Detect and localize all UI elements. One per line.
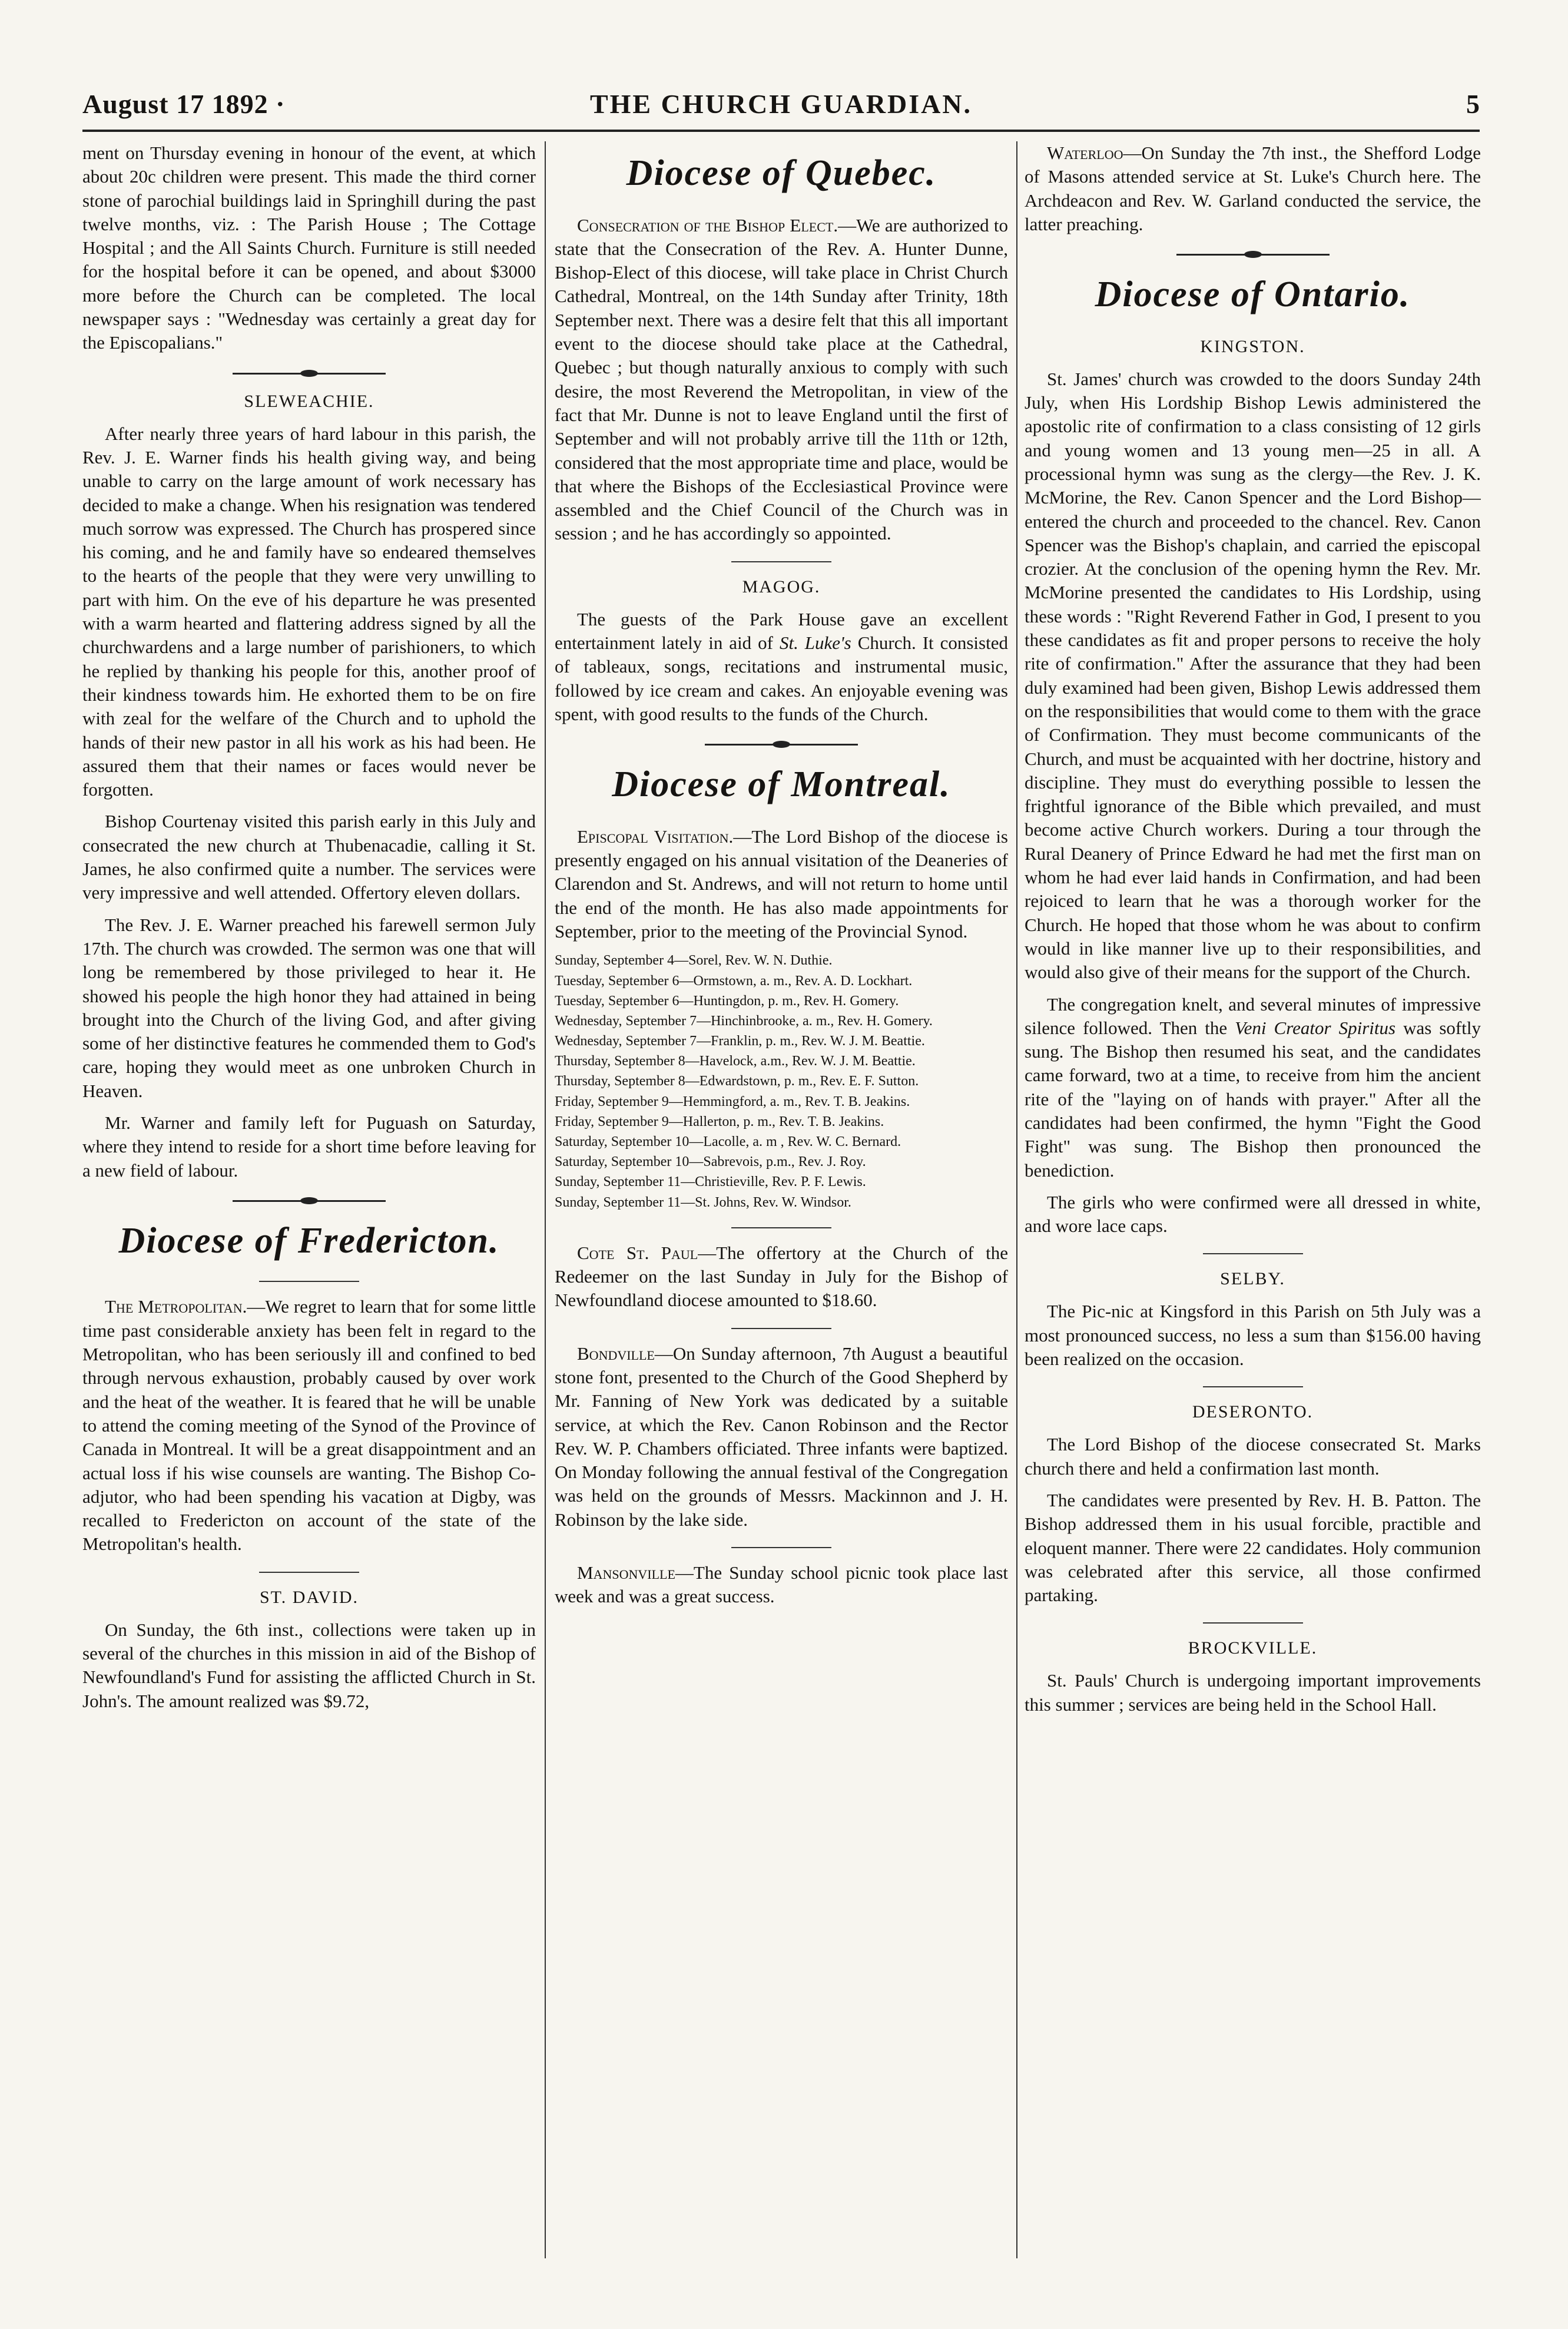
article-paragraph [1025,141,1481,236]
article-paragraph [555,1561,1008,1609]
schedule-item: Sunday, September 11—Christieville, Rev. P. F. Lewis. [555,1174,866,1190]
schedule-item: Wednesday, September 7—Franklin, p. m., Rev. W. J. M. Beattie. [555,1033,925,1049]
article-paragraph: The candidates were presented by Rev. H. B. Patton. The Bishop addressed them in his usual forcible, practible and eloquent manner. There were 22 candidates. Holy communion was celebrated after this service, all those confirmed partaking. [1025,1489,1481,1606]
schedule-item: Saturday, September 10—Sabrevois, p.m., Rev. J. Roy. [555,1154,866,1170]
schedule-item: Sunday, September 4—Sorel, Rev. W. N. Duthie. [555,953,833,969]
section-heading: SELBY. [1220,1269,1285,1289]
article-paragraph [555,214,1008,546]
article-paragraph: On Sunday, the 6th inst., collections were taken up in several of the churches in this mission in aid of the Bishop of Newfoundland's Fund for assisting the afflicted Church in St. John's. The amount realized was $9.72, [82,1619,536,1711]
schedule-item: Thursday, September 8—Havelock, a.m., Rev. W. J. M. Beattie. [555,1053,916,1069]
paragraph-body: —We are authorized to state that the Consecration of the Rev. A. Hunter Dunne, Bishop-Elect of this diocese, will take place in Christ Church Cathedral, Montreal, on the 14th Sunday after Trinity, 18th September next. There was a desire felt that this all important event to the diocese should take place at the Cathedral, Quebec ; but though naturally anxious to comply with such desire, the most Reverend the Metropolitan, in view of the fact that Mr. Dunne is not to leave England until the first of September and will not probably arrive till the 11th or 12th, considered that the most appropriate time and place, would be that where the Bishops of the Ecclesiastical Province were assembled and the Chief Council of the Church was in session ; and he has accordingly so appointed. [555,214,1008,544]
section-heading: KINGSTON. [1200,336,1305,356]
newspaper-title: THE CHURCH GUARDIAN. [589,89,973,119]
paragraph-body: —The Lord Bishop of the diocese is presently engaged on his annual visitation of the Deaneries of Clarendon and St. Andrews, and will not return to home until the end of the month. He has also made appointments for September, prior to the meeting of the Provincial Synod. [555,826,1008,942]
short-rule [731,1328,831,1329]
article-paragraph [555,1241,1008,1313]
paragraph-body: —On Sunday afternoon, 7th August a beautiful stone font, presented to the Church of the Good Shepherd by Mr. Fanning of New York was dedicated by a suitable service, at which the Rev. Canon Robinson and the Rector Rev. W. P. Chambers officiated. Three infants were baptized. On Monday following the annual festival of the Congregation was held on the grounds of Messrs. Mackinnon and J. H. Robinson by the lake side. [555,1343,1008,1530]
paragraph-lead: The Metropolitan. [105,1296,247,1317]
column-rule [1016,141,1017,2258]
column-3 [1025,141,1481,2258]
paragraph-body: —On Sunday the 7th inst., the Shefford Lodge of Masons attended service at St. Luke's Church here. The Archdeacon and Rev. W. Garland conducted the service, the latter preaching. [1025,143,1481,234]
article-paragraph: The Lord Bishop of the diocese consecrated St. Marks church there and held a confirmation last month. [1025,1434,1481,1479]
article-paragraph: The Rev. J. E. Warner preached his farewell sermon July 17th. The church was crowded. The sermon was one that will long be remembered by those privileged to hear it. He showed his people the high honor they had attained in being brought into the Church of the living God, and after giving some of her distinctive features he commended them to God's care, hoping they would meet as one unbroken Church in Heaven. [82,914,536,1101]
schedule-item: Wednesday, September 7—Hinchinbrooke, a. m., Rev. H. Gomery. [555,1013,933,1029]
short-rule [1203,1386,1303,1387]
paragraph-body: —The Sunday school picnic took place last week and was a great success. [555,1562,1008,1607]
section-heading: BROCKVILLE. [1188,1638,1318,1658]
page-number: 5 [1466,89,1480,119]
article-paragraph [555,608,1008,726]
paragraph-lead: Waterloo [1047,143,1123,163]
section-divider [1176,254,1330,256]
issue-date: August 17 1892 · [82,89,286,119]
article-paragraph [82,1295,536,1556]
article-paragraph: St. James' church was crowded to the doors Sunday 24th July, when His Lordship Bishop Lewis administered the apostolic rite of confirmation to a class consisting of 12 girls and young women and 13 young men—25 in all. A processional hymn was sung as the clergy—the Rev. J. K. McMorine, the Rev. Canon Spencer and the Lord Bishop—entered the church and proceeded to the chancel. Rev. Canon Spencer was the Bishop's chaplain, and carried the episcopal crozier. At the conclusion of the opening hymn the Rev. Mr. McMorine presented the candidates to His Lordship, using these words : "Right Reverend Father in God, I present to you these candidates as fit and proper persons to receive the holy rite of confirmation." After the assurance that they had been duly examined had been given, Bishop Lewis addressed them on the responsibilities that would come to them with the grace of Confirmation. They must become communicants of the Church, and must be acquainted with her doctrine, history and discipline. They must do everything possible to lessen the frightful ignorance of the Bible which prevailed, and must become active Church workers. During a tour through the Rural Deanery of Prince Edward he had met the first man on whom he had ever laid hands in Confirmation, and had been rejoiced to learn that he was a thorough worker for the Church. He hoped that those whom he was about to confirm would in like manner live up to their responsibilities, and would also give of their means for the support of the Church. [1025,368,1481,983]
section-heading: SLEWEACHIE. [244,391,374,411]
article-paragraph: After nearly three years of hard labour in this parish, the Rev. J. E. Warner finds his health giving way, and being unable to carry on the large amount of work necessary has decided to make a change. When his resignation was tendered much sorrow was expressed. The Church has prospered since his coming, and he and family have so endeared themselves to the hearts of the people that they were very unwilling to part with him. On the eve of his departure he was presented with a warm hearted and flattering address signed by all the churchwardens and a large number of parishioners, to which he replied by thanking his people for this, another proof of their kindness towards him. He exhorted them to be on fire with zeal for the welfare of the Church and to uphold the hands of their new pastor in all his work as his had been. He assured them that their names or faces would never be forgotten. [82,423,536,800]
schedule-item: Tuesday, September 6—Ormstown, a. m., Rev. A. D. Lockhart. [555,973,913,989]
paragraph-lead: Bondville [577,1343,655,1364]
article-paragraph: ment on Thursday evening in honour of the event, at which about 20c children were present. This made the third corner stone of parochial buildings laid in Springhill during the past twelve months, viz. : The Parish House ; The Cottage Hospital ; and the All Saints Church. Furniture is still needed for the hospital before it can be opened, and about $3000 more before the Church can be completed. The local newspaper says : "Wednesday was certainly a great day for the Episcopalians." [82,143,536,353]
schedule-item: Sunday, September 11—St. Johns, Rev. W. Windsor. [555,1194,851,1210]
paragraph-lead: Cote St. Paul [577,1242,698,1263]
section-divider [705,744,858,746]
short-rule [1203,1622,1303,1624]
section-divider [233,373,386,375]
schedule-item: Friday, September 9—Hemmingford, a. m., Rev. T. B. Jeakins. [555,1094,910,1109]
section-divider [233,1200,386,1202]
paragraph-body: —The offertory at the Church of the Redeemer on the last Sunday in July for the Bishop of Newfoundland diocese amounted to $18.60. [555,1242,1008,1311]
short-rule [1203,1253,1303,1254]
short-rule [731,1547,831,1548]
short-rule [731,561,831,562]
paragraph-body: The guests of the Park House gave an excellent entertainment lately in aid of [555,608,1008,654]
paragraph-body: —We regret to learn that for some little time past considerable anxiety has been felt in regard to the Metropolitan, who has been seriously ill and confined to bed through nervous exhaustion, probably caused by over work and the heat of the weather. It is feared that he will be unable to attend the coming meeting of the Synod of the Province of Canada in Montreal. It will be a great disappointment and an actual loss if his wise counsels are wanting. The Bishop Co-adjutor, who had been spending his vacation at Digby, was recalled to Fredericton on account of the state of the Metropolitan's health. [82,1296,536,1555]
article-paragraph: Mr. Warner and family left for Puguash on Saturday, where they intend to reside for a short time before leaving for a new field of labour. [82,1112,536,1181]
diocese-heading: Diocese of Ontario. [1095,274,1411,315]
article-paragraph: The Pic-nic at Kingsford in this Parish on 5th July was a most pronounced success, no less a sum than $156.00 having been realized on the occasion. [1025,1301,1481,1370]
article-paragraph [555,1342,1008,1532]
schedule-item: Saturday, September 10—Lacolle, a. m , Rev. W. C. Bernard. [555,1134,901,1149]
column-rule [545,141,546,2258]
paragraph-lead: Consecration of the Bishop Elect. [577,214,838,236]
paragraph-body: was softly sung. The Bishop then resumed his seat, and the candidates came forward, two at a time, to receive from him the ancient rite of the "laying on of hands with prayer." After all the candidates had been confirmed, the hymn "Fight the Good Fight" was sung. The Bishop then pronounced the benediction. [1025,1017,1481,1181]
short-rule [731,1227,831,1228]
article-paragraph: St. Pauls' Church is undergoing important improvements this summer ; services are being held in the School Hall. [1025,1670,1481,1715]
diocese-heading: Diocese of Montreal. [612,764,951,805]
paragraph-body: The congregation knelt, and several minutes of impressive silence followed. Then the [1025,993,1481,1038]
short-rule [259,1281,359,1282]
running-head [82,88,1480,132]
church-name: St. Luke's [779,632,851,654]
schedule-item: Tuesday, September 6—Huntingdon, p. m., Rev. H. Gomery. [555,993,899,1009]
article-paragraph: Bishop Courtenay visited this parish early in this July and consecrated the new church at Thubenacadie, calling it St. James, he also confirmed quite a number. The services were very impressive and well attended. Offertory eleven dollars. [82,811,536,903]
schedule-item: Friday, September 9—Hallerton, p. m., Rev. T. B. Jeakins. [555,1114,884,1129]
article-paragraph [1025,993,1481,1182]
schedule-item: Thursday, September 8—Edwardstown, p. m., Rev. E. F. Sutton. [555,1074,919,1089]
visitation-schedule [555,952,1008,1211]
paragraph-lead: Episcopal Visitation. [577,826,734,847]
diocese-heading: Diocese of Fredericton. [118,1220,500,1261]
hymn-title: Veni Creator Spiritus [1235,1017,1396,1038]
diocese-heading: Diocese of Quebec. [626,153,937,193]
section-heading: MAGOG. [742,577,821,597]
paragraph-body: Church. It consisted of tableaux, songs, recitations and instrumental music, followed by ice cream and cakes. An enjoyable evening was spent, with good results to the funds of the Church. [555,632,1008,724]
article-paragraph: The girls who were confirmed were all dressed in white, and wore lace caps. [1025,1191,1481,1237]
article-paragraph [555,825,1008,943]
short-rule [259,1572,359,1573]
column-1 [82,141,536,2258]
column-2 [555,141,1008,2258]
section-heading: ST. DAVID. [259,1587,359,1607]
paragraph-lead: Mansonville [577,1562,675,1583]
section-heading: DESERONTO. [1192,1402,1314,1422]
